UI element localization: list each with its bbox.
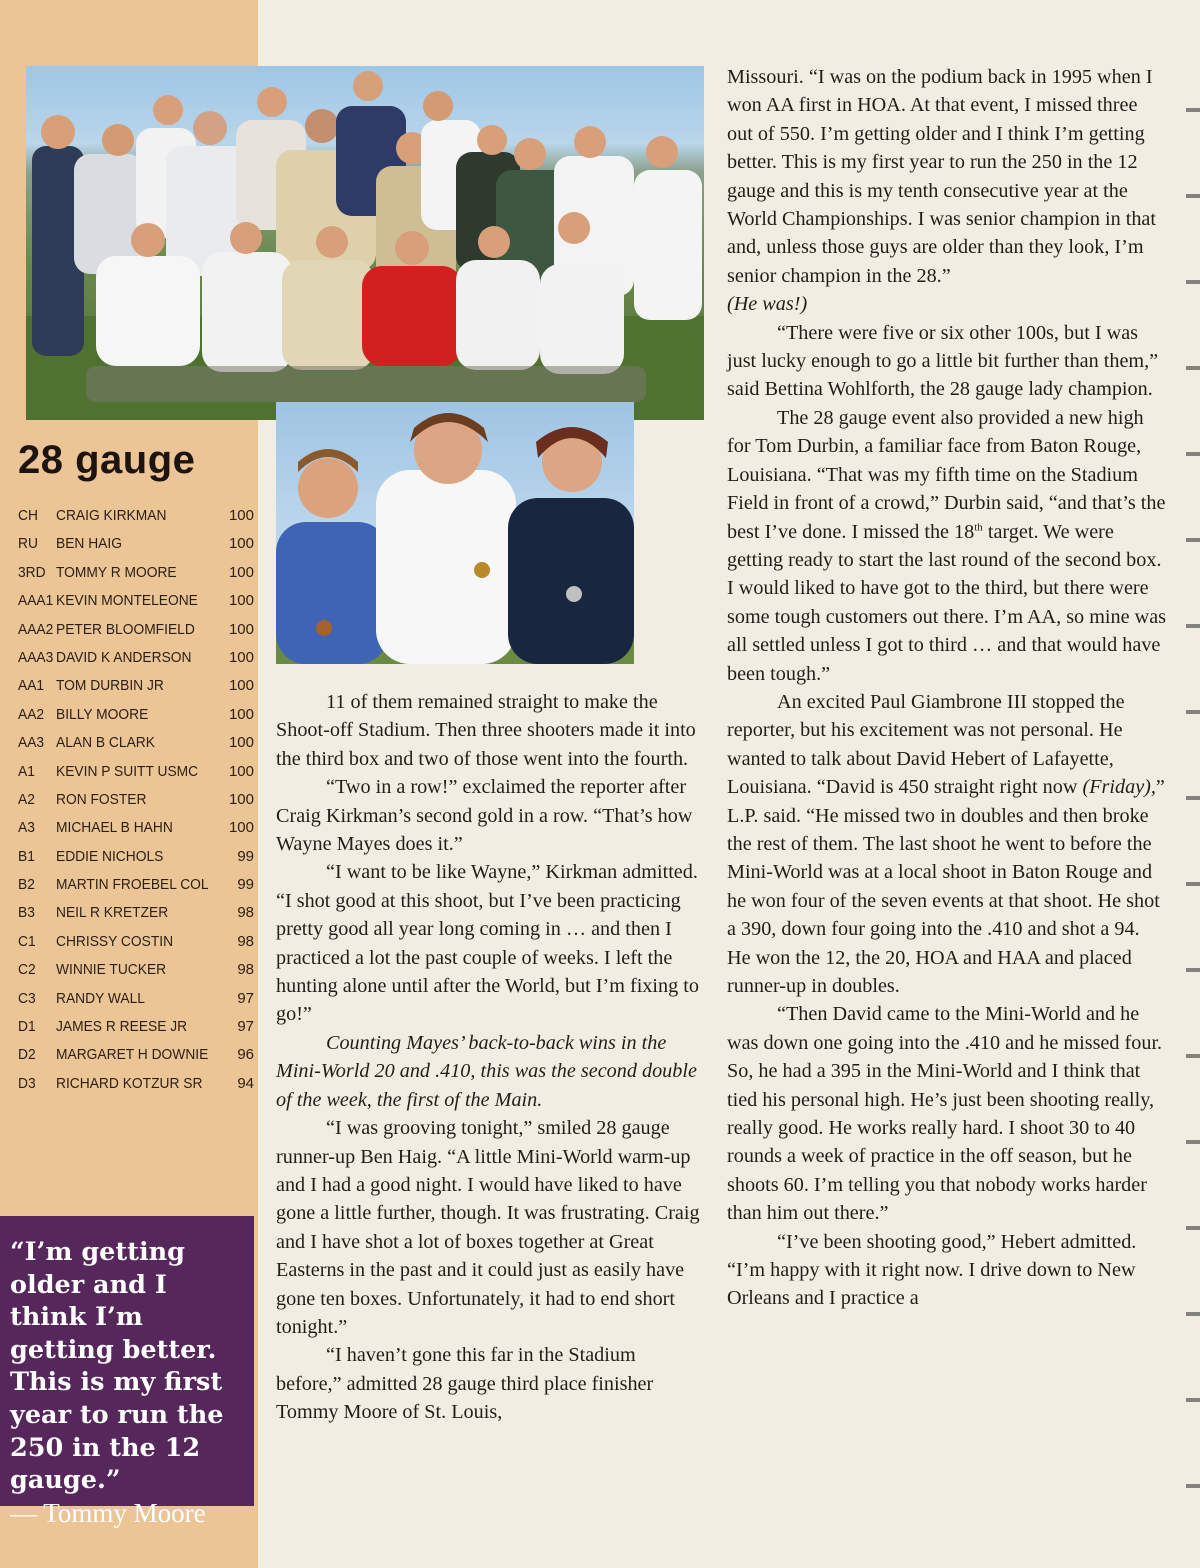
result-row	[18, 559, 254, 587]
result-row	[18, 1041, 254, 1069]
paragraph	[727, 404, 1167, 688]
result-name: BEN HAIG	[56, 535, 122, 553]
result-name: RICHARD KOTZUR SR	[56, 1074, 203, 1092]
result-class: A2	[18, 790, 35, 808]
result-name: PETER BLOOMFIELD	[56, 620, 195, 638]
result-class: C1	[18, 932, 36, 950]
result-name: JAMES R REESE JR	[56, 1018, 188, 1036]
result-score: 96	[237, 1046, 254, 1064]
result-row	[18, 729, 254, 757]
result-name: EDDIE NICHOLS	[56, 847, 164, 865]
result-score: 99	[237, 876, 254, 894]
result-row	[18, 502, 254, 530]
pull-quote-text: “I’m getting older and I think I’m getting better. This is my first year to run the 250 in the 12 gauge.”	[10, 1237, 224, 1496]
result-score: 100	[228, 507, 254, 524]
result-row	[18, 758, 254, 786]
result-row	[18, 956, 254, 984]
result-row	[18, 644, 254, 672]
result-name: CRAIG KIRKMAN	[56, 507, 167, 524]
group-photo	[26, 66, 704, 420]
result-name: TOMMY R MOORE	[56, 563, 177, 581]
result-name: NEIL R KRETZER	[56, 904, 169, 922]
result-score: 97	[237, 1018, 254, 1036]
result-class: C3	[18, 989, 36, 1007]
result-name: MARGARET H DOWNIE	[56, 1046, 209, 1064]
result-row	[18, 899, 254, 927]
result-score: 100	[228, 819, 254, 837]
result-class: D3	[18, 1074, 36, 1092]
result-class: AA1	[18, 677, 45, 695]
result-name: RON FOSTER	[56, 790, 147, 808]
result-class: B1	[18, 847, 35, 865]
result-name: ALAN B CLARK	[56, 734, 155, 752]
italic-text: (He was!)	[727, 293, 808, 316]
result-class: AA2	[18, 705, 45, 723]
result-row	[18, 616, 254, 644]
result-score: 98	[237, 932, 254, 950]
result-name: MARTIN FROEBEL COL	[56, 876, 209, 894]
result-score: 100	[228, 535, 254, 553]
result-name: MICHAEL B HAHN	[56, 819, 173, 837]
result-class: AA3	[18, 734, 45, 752]
result-score: 100	[228, 648, 254, 666]
result-score: 100	[228, 592, 254, 610]
paragraph	[727, 688, 1167, 1000]
result-score: 99	[237, 847, 254, 865]
result-class: A3	[18, 819, 35, 837]
result-row	[18, 1070, 254, 1098]
result-row	[18, 843, 254, 871]
result-row	[18, 814, 254, 842]
result-row	[18, 1013, 254, 1041]
paragraph-text: target. We were getting ready to start the last round of the second box. I would liked to have got to the third, but there were some tough customers out there. I’m AA, so mine was all settled unless I got to third … and that would have been tough.”	[727, 520, 1167, 685]
superscript: th	[974, 520, 983, 533]
result-class: D2	[18, 1046, 36, 1064]
article-column-middle	[276, 688, 702, 1427]
page-edge-marks	[1186, 60, 1200, 1520]
result-row	[18, 672, 254, 700]
paragraph: “Then David came to the Mini-World and he was down one going into the .410 and he missed four. So, he had a 395 in the Mini-World and I think that tied his personal high. He’s just been shooting really, really good. He works really hard. I shoot 30 to 40 rounds a week of practice in the off season, but he shoots 60. I’m telling you that nobody works harder than him out there.”	[727, 1003, 1163, 1225]
result-score: 100	[228, 620, 254, 638]
paragraph-italic	[276, 1029, 702, 1114]
result-score: 100	[228, 790, 254, 808]
women-champions-photo	[276, 402, 634, 664]
result-row	[18, 587, 254, 615]
result-name: DAVID K ANDERSON	[56, 648, 192, 666]
result-name: KEVIN P SUITT USMC	[56, 762, 199, 780]
pull-quote-attribution: — Tommy Moore	[10, 1497, 206, 1528]
result-class: 3RD	[18, 563, 46, 581]
italic-text: Counting Mayes’ back-to-back wins in the Mini-World 20 and .410, this was the second double of the week, the first of the Main.	[276, 1031, 697, 1111]
result-score: 100	[228, 762, 254, 780]
paragraph: “Two in a row!” exclaimed the reporter after Craig Kirkman’s second gold in a row. “That’s how Wayne Mayes does it.”	[276, 776, 693, 856]
result-class: D1	[18, 1018, 36, 1036]
paragraph: “I want to be like Wayne,” Kirkman admitted. “I shot good at this shoot, but I’ve been practicing pretty good all year long coming in … and then I practiced a lot the past couple of weeks. I left the hunting alone until after the World, but I’m fixing to go!”	[276, 861, 699, 1026]
paragraph: 11 of them remained straight to make the Shoot-off Stadium. Then three shooters made it into the third box and two of those went into the fourth.	[276, 691, 696, 770]
result-class: AAA3	[18, 648, 54, 666]
result-score: 100	[228, 563, 254, 581]
result-name: CHRISSY COSTIN	[56, 932, 174, 950]
result-score: 97	[237, 989, 254, 1007]
result-name: WINNIE TUCKER	[56, 961, 167, 979]
result-name: RANDY WALL	[56, 989, 145, 1007]
result-row	[18, 530, 254, 558]
result-class: B3	[18, 904, 35, 922]
paragraph: “There were five or six other 100s, but I was just lucky enough to go a little bit further than them,” said Bettina Wohlforth, the 28 gauge lady champion.	[727, 321, 1159, 401]
paragraph-text: Missouri. “I was on the podium back in 1995 when I won AA first in HOA. At that event, I missed three out of 550. I’m getting older and I think I’m getting better. This is my first year to run the 250 in the 12 gauge and this is my tenth consecutive year at the World Championships. I was senior champion in that and, unless those guys are older than they look, I’m senior champion in the 28.”	[727, 66, 1156, 287]
result-name: TOM DURBIN JR	[56, 677, 164, 695]
result-row	[18, 928, 254, 956]
result-class: RU	[18, 535, 38, 553]
paragraph-text: The 28 gauge event also provided a new high for Tom Durbin, a familiar face from Baton Rouge, Louisiana. “That was my fifth time on the Stadium Field in front of a crowd,” Durbin said, “and that’s the best I’ve done. I missed the 18	[727, 406, 1166, 543]
result-score: 98	[237, 904, 254, 922]
italic-text: (Friday),	[1082, 776, 1156, 799]
paragraph	[727, 63, 1167, 319]
paragraph: “I was grooving tonight,” smiled 28 gauge runner-up Ben Haig. “A little Mini-World warm-up and I had a good night. I would have liked to have gone a little further, though. It was frustrating. Craig and I have shot a lot of boxes together at Great Easterns in the past and it could just as easily have gone ten boxes. Unfortunately, it had to end short tonight.”	[276, 1117, 700, 1338]
result-class: CH	[18, 507, 38, 524]
result-class: A1	[18, 762, 35, 780]
paragraph-text: ” L.P. said. “He missed two in doubles and then broke the rest of them. The last shoot he went to before the Mini-World was at a local shoot in Baton Rouge and he won four of the seven events at that shoot. He shot a 390, down four going into the .410 and shot a 94. He won the 12, the 20, HOA and HAA and placed runner-up in doubles.	[727, 776, 1165, 997]
pull-quote	[0, 1216, 254, 1528]
result-row	[18, 786, 254, 814]
paragraph: “I’ve been shooting good,” Hebert admitted. “I’m happy with it right now. I drive down to New Orleans and I practice a	[727, 1230, 1137, 1310]
result-class: AAA2	[18, 620, 54, 638]
women-photo-figures	[276, 402, 634, 664]
result-name: KEVIN MONTELEONE	[56, 592, 198, 610]
result-score: 100	[228, 734, 254, 752]
result-row	[18, 871, 254, 899]
result-score: 94	[237, 1074, 254, 1092]
group-photo-figures	[26, 66, 704, 420]
result-class: AAA1	[18, 592, 54, 610]
result-row	[18, 985, 254, 1013]
result-class: B2	[18, 876, 35, 894]
result-row	[18, 701, 254, 729]
result-name: BILLY MOORE	[56, 705, 149, 723]
results-list	[18, 502, 254, 1098]
paragraph: “I haven’t gone this far in the Stadium before,” admitted 28 gauge third place finisher Tommy Moore of St. Louis,	[276, 1344, 654, 1424]
section-title: 28 gauge	[18, 438, 196, 482]
result-score: 98	[237, 961, 254, 979]
result-class: C2	[18, 961, 36, 979]
result-score: 100	[228, 705, 254, 723]
article-column-right	[727, 63, 1167, 1313]
result-score: 100	[228, 677, 254, 695]
paragraph-text: An excited Paul Giambrone III stopped the reporter, but his excitement was not personal. He wanted to talk about David Hebert of Lafayette, Louisiana. “David is 450 straight right now	[727, 690, 1125, 799]
